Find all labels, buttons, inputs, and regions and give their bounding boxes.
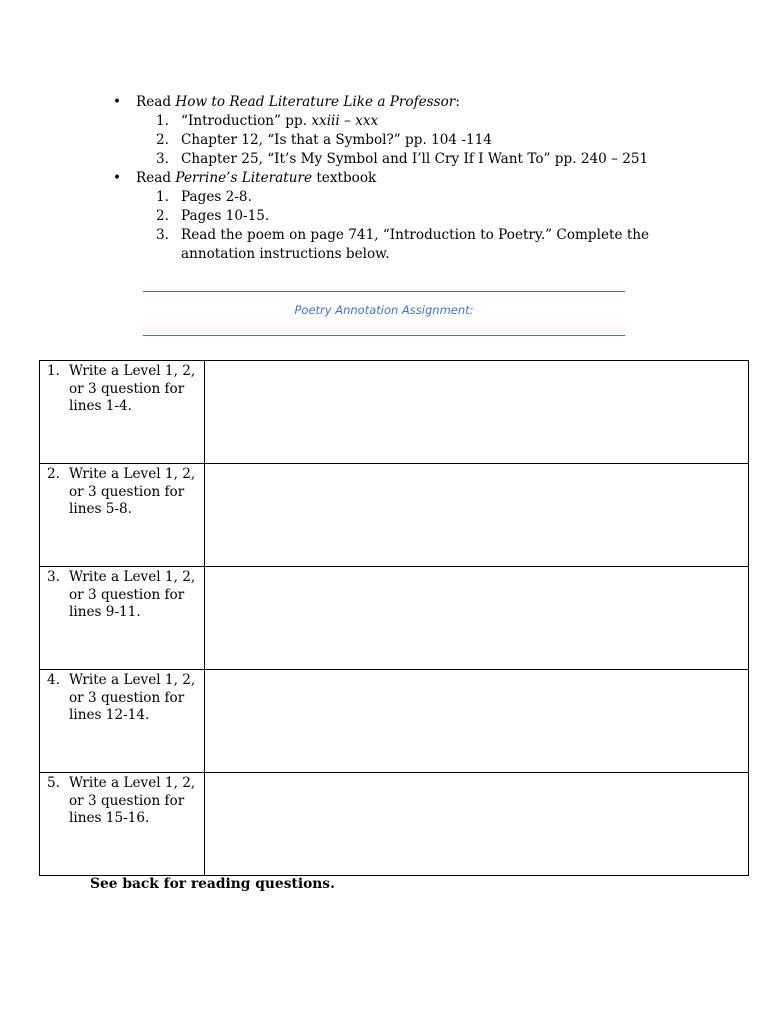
item-italic-text: xxiii – xxx (311, 113, 379, 129)
assignment-heading: Poetry Annotation Assignment: (294, 303, 474, 317)
reading-subitem (136, 188, 670, 207)
reading-subitem (136, 150, 670, 169)
item-text: “Introduction” pp. (181, 113, 312, 129)
question-number: 5. (47, 775, 60, 791)
reading-sublist (136, 188, 670, 264)
item-number: 3. (156, 227, 169, 243)
reading-subitem (136, 112, 670, 131)
item-text: Pages 10-15. (181, 208, 270, 224)
question-text: Write a Level 1, 2, or 3 question for lines 1-4. (69, 363, 196, 414)
reading-bullet (110, 169, 670, 264)
item-number: 3. (156, 151, 169, 167)
bullet-suffix: : (455, 94, 460, 110)
item-text: Read the poem on page 741, “Introduction to Poetry.” Complete the annotation instructions below. (181, 227, 650, 262)
reading-bullet (110, 93, 670, 169)
question-cell (40, 773, 205, 876)
bullet-prefix: Read (136, 170, 176, 186)
table-row (40, 567, 749, 670)
table-row (40, 670, 749, 773)
table-row (40, 361, 749, 464)
table-row (40, 773, 749, 876)
reading-subitem (136, 207, 670, 226)
question-cell (40, 361, 205, 464)
answer-cell[interactable] (205, 464, 749, 567)
book-title: Perrine’s Literature (175, 170, 313, 186)
item-text: Pages 2-8. (181, 189, 252, 205)
table-row (40, 464, 749, 567)
question-number: 2. (47, 466, 60, 482)
question-cell (40, 670, 205, 773)
question-number: 1. (47, 363, 60, 379)
item-text: Chapter 12, “Is that a Symbol?” pp. 104 -114 (181, 132, 492, 148)
footer-note: See back for reading questions. (90, 876, 335, 892)
question-number: 3. (47, 569, 60, 585)
reading-list (110, 93, 670, 264)
reading-subitem (136, 131, 670, 150)
answer-cell[interactable] (205, 567, 749, 670)
question-text: Write a Level 1, 2, or 3 question for lines 9-11. (69, 569, 196, 620)
heading-top-rule (143, 291, 625, 292)
question-text: Write a Level 1, 2, or 3 question for lines 5-8. (69, 466, 196, 517)
item-number: 2. (156, 132, 169, 148)
reading-sublist (136, 112, 670, 169)
book-title: How to Read Literature Like a Professor (175, 94, 456, 110)
answer-cell[interactable] (205, 670, 749, 773)
question-number: 4. (47, 672, 60, 688)
answer-cell[interactable] (205, 773, 749, 876)
heading-bottom-rule (143, 335, 625, 336)
question-text: Write a Level 1, 2, or 3 question for lines 12-14. (69, 672, 196, 723)
question-cell (40, 567, 205, 670)
bullet-suffix: textbook (312, 170, 377, 186)
item-number: 1. (156, 189, 169, 205)
bullet-icon: • (112, 170, 122, 186)
question-text: Write a Level 1, 2, or 3 question for lines 15-16. (69, 775, 196, 826)
question-cell (40, 464, 205, 567)
item-number: 2. (156, 208, 169, 224)
bullet-icon: • (112, 94, 122, 110)
reading-subitem (136, 226, 670, 264)
annotation-table (39, 360, 749, 876)
bullet-prefix: Read (136, 94, 176, 110)
item-text: Chapter 25, “It’s My Symbol and I’ll Cry If I Want To” pp. 240 – 251 (181, 151, 649, 167)
item-number: 1. (156, 113, 169, 129)
answer-cell[interactable] (205, 361, 749, 464)
